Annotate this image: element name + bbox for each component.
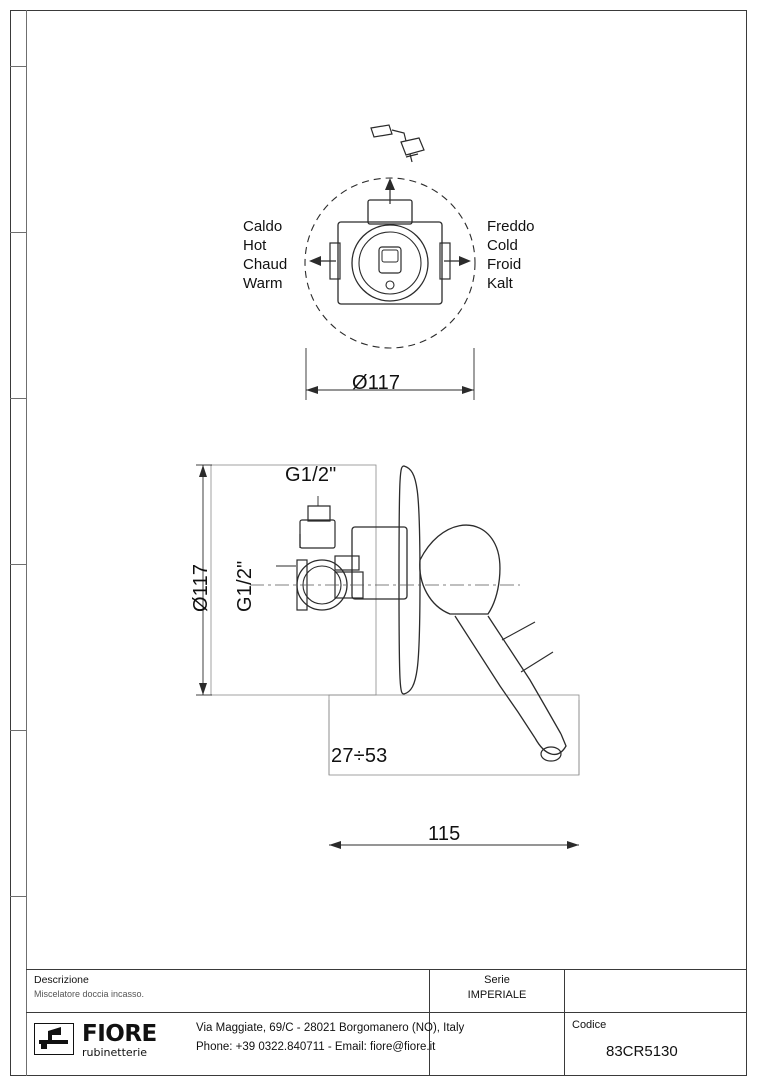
series-label: Serie xyxy=(484,974,510,986)
description-value: Miscelatore doccia incasso. xyxy=(34,989,145,999)
code-value: 83CR5130 xyxy=(606,1043,678,1060)
company-address xyxy=(196,1019,464,1057)
dimension-length: 115 xyxy=(428,823,461,845)
dimension-diameter-side: Ø117 xyxy=(190,563,212,612)
faucet-glyph xyxy=(35,1024,72,1053)
label-warm: Warm xyxy=(243,275,283,292)
description-label: Descrizione xyxy=(34,974,89,986)
label-kalt: Kalt xyxy=(487,275,513,292)
series-value: IMPERIALE xyxy=(467,989,527,1001)
description-cell xyxy=(26,970,429,1012)
company-tagline: rubinetterie xyxy=(82,1046,148,1059)
thread-label-left: G1/2" xyxy=(234,560,256,612)
dimension-diameter-top: Ø117 xyxy=(352,372,401,394)
company-name: FIORE xyxy=(82,1021,157,1047)
label-froid: Froid xyxy=(487,256,522,273)
dimension-depth: 27÷53 xyxy=(331,745,388,767)
thread-label-top: G1/2" xyxy=(285,464,337,486)
title-block xyxy=(26,969,747,1076)
address-line-2: Phone: +39 0322.840711 - Email: fiore@fiore.it xyxy=(196,1041,436,1053)
label-chaud: Chaud xyxy=(243,256,288,273)
label-hot-group xyxy=(243,217,287,293)
label-cold-group xyxy=(487,217,535,293)
divider xyxy=(564,1013,565,1076)
label-hot: Hot xyxy=(243,237,267,254)
company-logo xyxy=(34,1021,186,1063)
address-line-1: Via Maggiate, 69/C - 28021 Borgomanero (NO), Italy xyxy=(196,1022,465,1034)
series-cell xyxy=(429,970,564,1012)
label-freddo: Freddo xyxy=(487,218,535,235)
label-cold: Cold xyxy=(487,237,518,254)
code-label: Codice xyxy=(572,1019,607,1031)
faucet-icon xyxy=(34,1023,74,1055)
title-block-row-top xyxy=(26,969,747,1013)
empty-cell xyxy=(564,970,747,1012)
label-caldo: Caldo xyxy=(243,218,283,235)
